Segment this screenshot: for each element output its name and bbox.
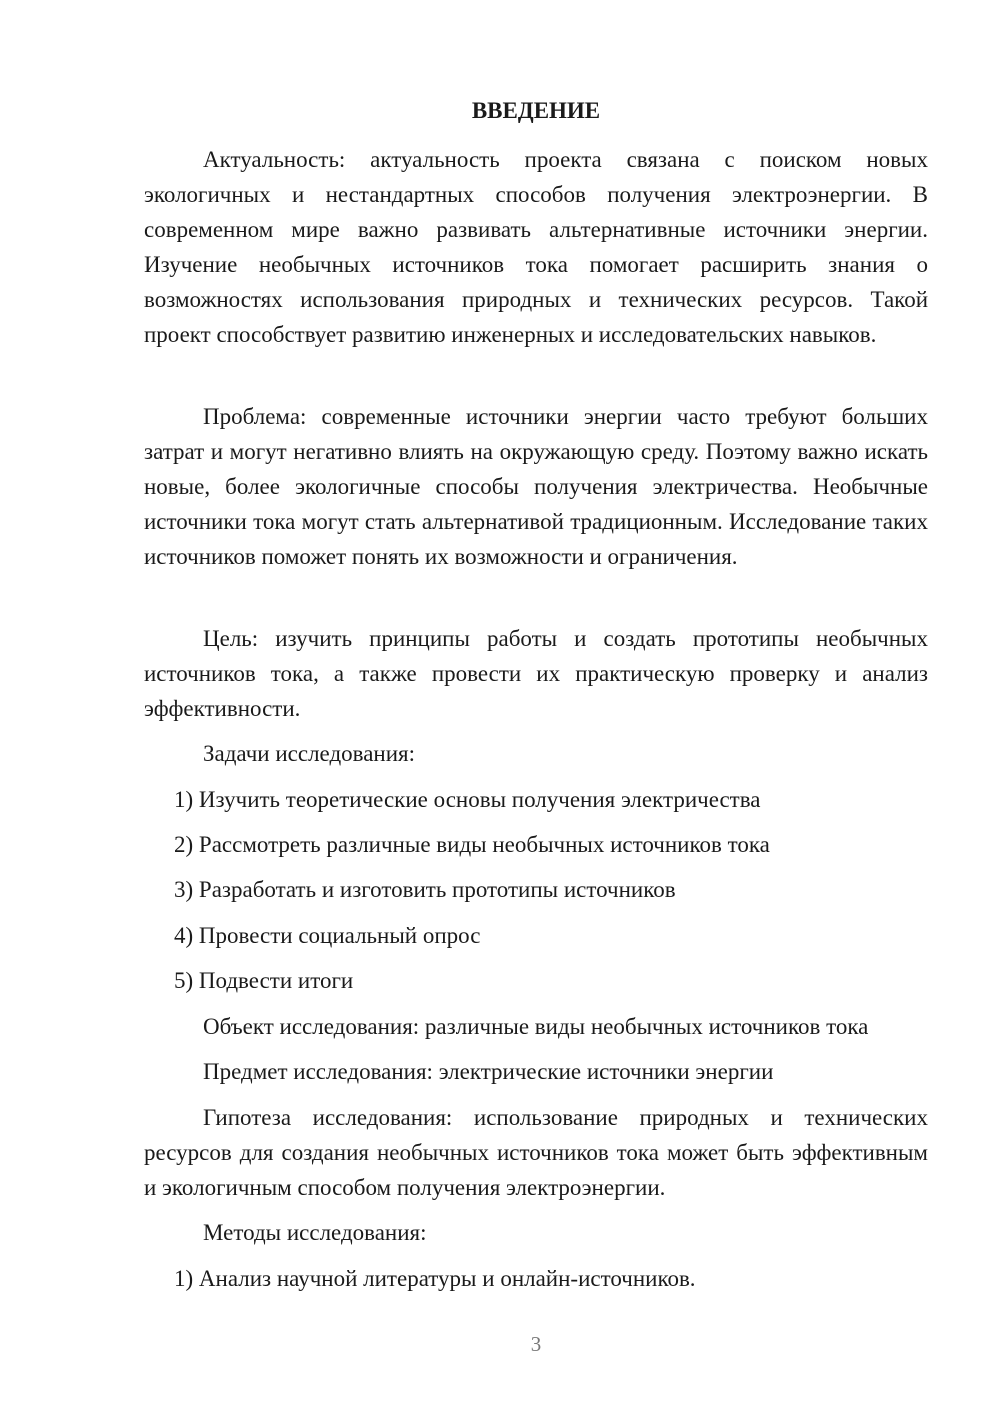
paragraph-problem: Проблема: современные источники энергии часто требуют больших затрат и могут негативно влиять на окружающую среду. Поэтому важно искать новые, более экологичные способы получения электричества. Необычные источники тока могут стать альтернативой традиционным. Исследование таких источников поможет понять их возможности и ограничения. [144, 404, 928, 569]
tasks-heading: Задачи исследования: [203, 741, 416, 766]
paragraph-hypothesis: Гипотеза исследования: использование природных и технических ресурсов для создания необычных источников тока может быть эффективным и экологичным способом получения электроэнергии. [144, 1105, 928, 1200]
task-item: 3) Разработать и изготовить прототипы источников [174, 877, 676, 902]
paragraph-relevance: Актуальность: актуальность проекта связана с поиском новых экологичных и нестандартных способов получения электроэнергии. В современном мире важно развивать альтернативные источники энергии. Изучение необычных источников тока помогает расширить знания о возможностях использования природных и технических ресурсов. Такой проект способствует развитию инженерных и исследовательских навыков. [144, 147, 928, 347]
method-item: 1) Анализ научной литературы и онлайн-источников. [174, 1266, 696, 1291]
paragraph-goal: Цель: изучить принципы работы и создать прототипы необычных источников тока, а также провести их практическую проверку и анализ эффективности. [144, 626, 928, 721]
methods-heading: Методы исследования: [203, 1220, 427, 1245]
research-object: Объект исследования: различные виды необычных источников тока [203, 1014, 869, 1039]
task-item: 1) Изучить теоретические основы получения электричества [174, 787, 761, 812]
section-title: ВВЕДЕНИЕ [471, 98, 601, 123]
research-subject: Предмет исследования: электрические источники энергии [203, 1059, 774, 1084]
task-item: 2) Рассмотреть различные виды необычных источников тока [174, 832, 770, 857]
task-item: 5) Подвести итоги [174, 968, 354, 993]
task-item: 4) Провести социальный опрос [174, 923, 481, 948]
page-number: 3 [530, 1332, 542, 1356]
